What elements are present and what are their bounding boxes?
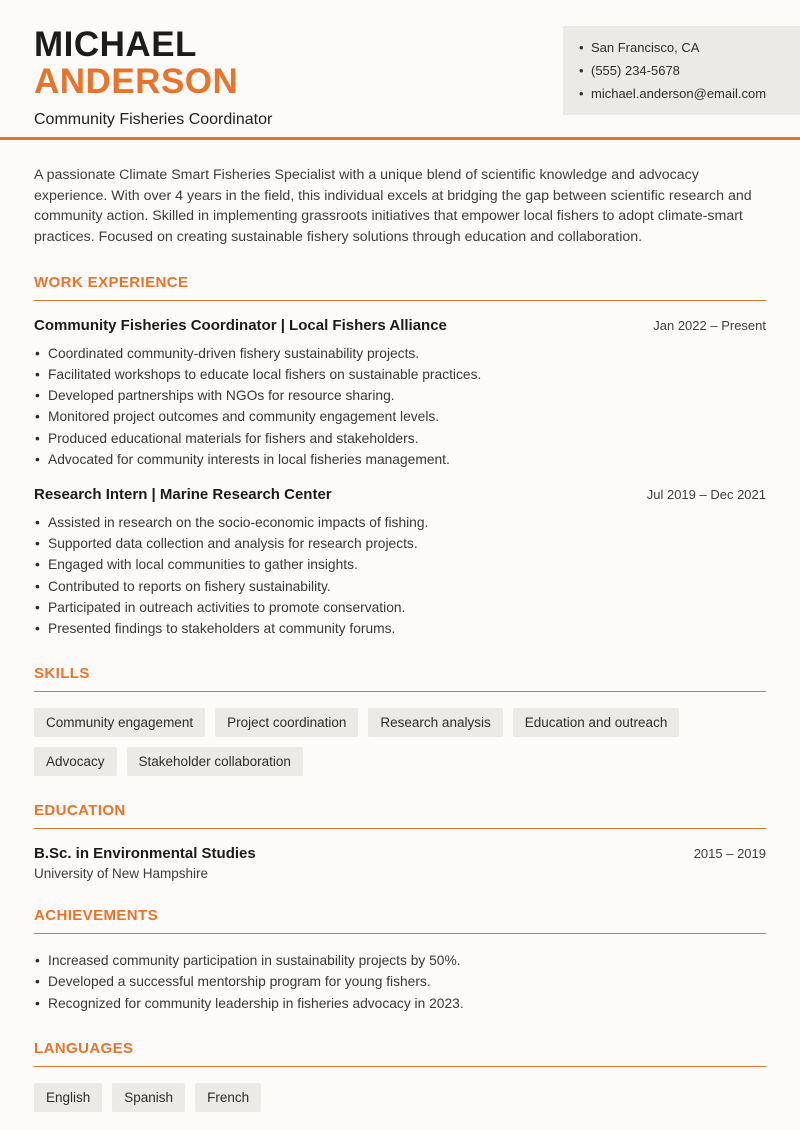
work-experience-heading: WORK EXPERIENCE: [34, 274, 766, 301]
contact-phone: • (555) 234-5678: [579, 59, 786, 82]
contact-list: [579, 36, 786, 105]
candidate-title: Community Fisheries Coordinator: [34, 111, 273, 128]
job-bullet: • Monitored project outcomes and community engagement levels.: [34, 406, 766, 427]
skill-tag: Community engagement: [34, 708, 205, 737]
name-block: [34, 26, 272, 129]
job-title: Community Fisheries Coordinator | Local Fishers Alliance: [34, 316, 447, 334]
section-work-experience: [34, 274, 766, 639]
section-languages: [34, 1040, 766, 1112]
job-bullet: • Advocated for community interests in local fisheries management.: [34, 449, 766, 470]
job-entry: [34, 486, 766, 639]
job-bullet: • Facilitated workshops to educate local fishers on sustainable practices.: [34, 364, 766, 385]
job-bullet: • Contributed to reports on fishery sustainability.: [34, 576, 766, 597]
language-tag: English: [34, 1083, 102, 1112]
school-name: University of New Hampshire: [34, 866, 209, 882]
job-dates: Jul 2019 – Dec 2021: [646, 487, 766, 503]
summary-paragraph: A passionate Climate Smart Fisheries Specialist with a unique blend of scientific knowledge and advocacy experience. With over 4 years in the field, this individual excels at bridging the gap between scientific research and community action. Skilled in implementing grassroots initiatives that empower local fishers to adopt climate-smart practices. Focused on creating sustainable fishery solutions through education and collaboration.: [34, 167, 752, 246]
achievement-bullet: • Developed a successful mentorship program for young fishers.: [34, 971, 766, 992]
education-dates: 2015 – 2019: [693, 846, 766, 862]
section-education: [34, 802, 766, 881]
job-bullet: • Supported data collection and analysis for research projects.: [34, 533, 766, 554]
header-divider: [0, 137, 800, 140]
languages-heading: LANGUAGES: [34, 1040, 766, 1067]
education-heading: EDUCATION: [34, 802, 766, 829]
resume-content: [0, 165, 800, 1112]
last-name: ANDERSON: [34, 62, 239, 101]
job-bullets: [34, 343, 766, 470]
achievement-bullet: • Increased community participation in sustainability projects by 50%.: [34, 950, 766, 971]
job-bullet: • Developed partnerships with NGOs for resource sharing.: [34, 385, 766, 406]
job-bullet: • Engaged with local communities to gather insights.: [34, 554, 766, 575]
job-bullet: • Assisted in research on the socio-economic impacts of fishing.: [34, 512, 766, 533]
job-bullet: • Presented findings to stakeholders at community forums.: [34, 618, 766, 639]
job-bullets: [34, 512, 766, 639]
education-entry: [34, 845, 766, 862]
language-tag: French: [195, 1083, 261, 1112]
skills-heading: SKILLS: [34, 665, 766, 692]
first-name: MICHAEL: [34, 25, 197, 64]
achievements-heading: ACHIEVEMENTS: [34, 907, 766, 934]
job-bullet: • Participated in outreach activities to promote conservation.: [34, 597, 766, 618]
skill-tag: Project coordination: [215, 708, 358, 737]
job-header: [34, 486, 766, 503]
skill-tag: Research analysis: [368, 708, 502, 737]
achievement-bullet: • Recognized for community leadership in fisheries advocacy in 2023.: [34, 993, 766, 1014]
language-tag: Spanish: [112, 1083, 185, 1112]
job-dates: Jan 2022 – Present: [653, 317, 766, 333]
section-achievements: [34, 907, 766, 1014]
skill-tag: Stakeholder collaboration: [127, 747, 303, 776]
contact-email: • michael.anderson@email.com: [579, 82, 786, 105]
degree-title: B.Sc. in Environmental Studies: [34, 845, 256, 863]
job-bullet: • Produced educational materials for fishers and stakeholders.: [34, 428, 766, 449]
section-skills: [34, 665, 766, 776]
skills-tags: [34, 708, 766, 776]
job-bullet: • Coordinated community-driven fishery sustainability projects.: [34, 343, 766, 364]
achievements-list: [34, 950, 766, 1014]
header: [0, 0, 800, 129]
skill-tag: Education and outreach: [513, 708, 680, 737]
job-title: Research Intern | Marine Research Center: [34, 486, 332, 504]
job-header: [34, 317, 766, 334]
skill-tag: Advocacy: [34, 747, 117, 776]
language-tags: [34, 1083, 766, 1112]
contact-location: • San Francisco, CA: [579, 36, 786, 59]
contact-box: [563, 26, 800, 115]
candidate-name: [34, 26, 272, 100]
job-entry: [34, 317, 766, 470]
